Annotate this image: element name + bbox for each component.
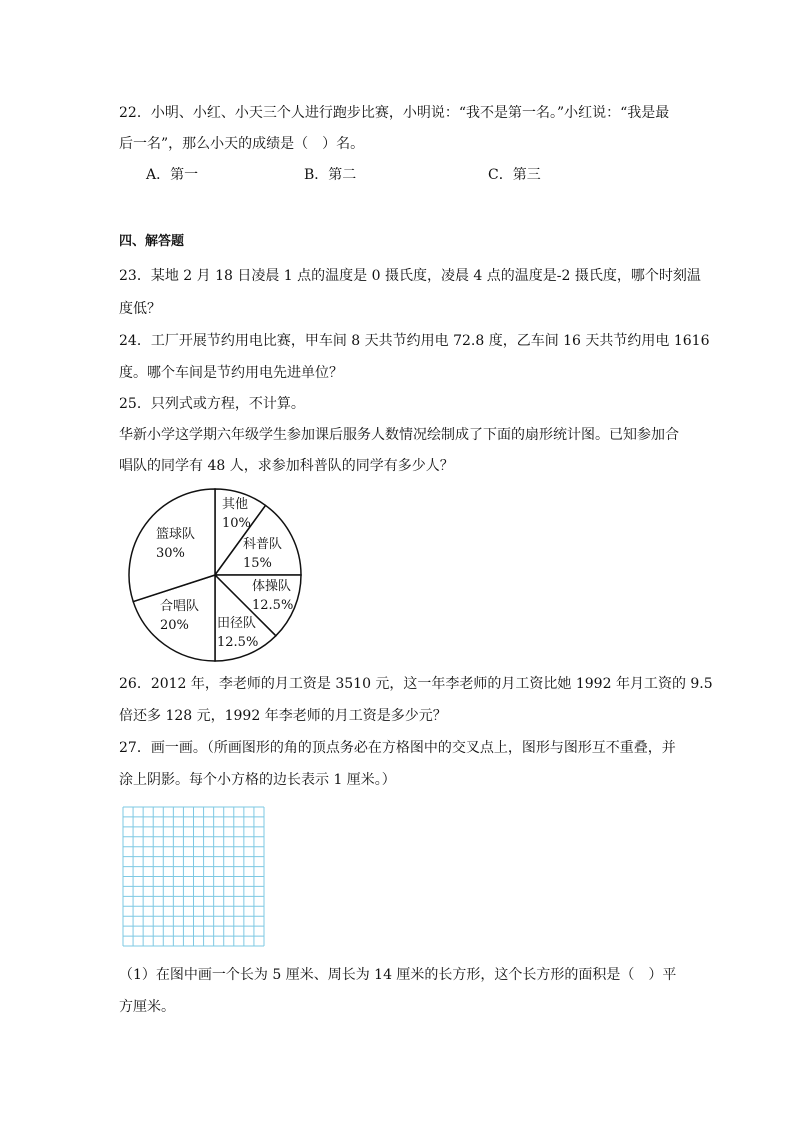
q24-line2: 度。哪个车间是节约用电先进单位？ xyxy=(119,365,343,381)
pie-label-basketball: 篮球队 xyxy=(156,527,196,542)
pie-label-science: 科普队 xyxy=(243,537,283,552)
pie-label-choir: 合唱队 xyxy=(160,599,200,614)
q27-sub1-line2: 方厘米。 xyxy=(119,999,175,1015)
q24-line1: 24．工厂开展节约用电比赛，甲车间 8 天共节约用电 72.8 度，乙车间 16 天共节约用电 1616 xyxy=(119,333,710,349)
q26-line1: 26．2012 年，李老师的月工资是 3510 元，这一年李老师的月工资比她 1992 年月工资的 9.5 xyxy=(119,676,713,692)
pie-percent-choir: 20% xyxy=(160,618,189,633)
pie-chart xyxy=(118,480,318,670)
q26-line2: 倍还多 128 元，1992 年李老师的月工资是多少元？ xyxy=(119,708,447,724)
q25-line1: 25．只列式或方程，不计算。 xyxy=(119,396,305,412)
q25-line3: 唱队的同学有 48 人，求参加科普队的同学有多少人？ xyxy=(119,458,454,474)
pie-label-gymnastics: 体操队 xyxy=(252,579,292,594)
pie-label-track: 田径队 xyxy=(217,616,257,631)
pie-label-other: 其他 xyxy=(222,497,249,512)
square-grid[interactable] xyxy=(122,806,265,947)
pie-percent-other: 10% xyxy=(222,516,251,531)
q22-line2: 后一名”，那么小天的成绩是（ ）名。 xyxy=(119,136,365,152)
q27-line2: 涂上阴影。每个小方格的边长表示 1 厘米。） xyxy=(119,772,396,788)
q22-option-b: B．第二 xyxy=(304,167,357,183)
pie-percent-gymnastics: 12.5% xyxy=(252,598,294,613)
q27-sub1-line1: （1）在图中画一个长为 5 厘米、周长为 14 厘米的长方形，这个长方形的面积是（ ）平 xyxy=(119,967,677,983)
q27-line1: 27．画一画。（所画图形的角的顶点务必在方格图中的交叉点上，图形与图形互不重叠，并 xyxy=(119,740,676,756)
q23-line1: 23．某地 2 月 18 日凌晨 1 点的温度是 0 摄氏度，凌晨 4 点的温度是-2 摄氏度，哪个时刻温 xyxy=(119,268,701,284)
section-heading: 四、解答题 xyxy=(119,234,185,249)
q23-line2: 度低？ xyxy=(119,301,161,317)
pie-percent-science: 15% xyxy=(243,556,272,571)
q22-line1: 22．小明、小红、小天三个人进行跑步比赛，小明说：“我不是第一名。”小红说：“我是最 xyxy=(119,105,670,121)
pie-percent-track: 12.5% xyxy=(217,635,259,650)
q25-line2: 华新小学这学期六年级学生参加课后服务人数情况绘制成了下面的扇形统计图。已知参加合 xyxy=(119,427,679,443)
q22-option-c: C．第三 xyxy=(488,167,541,183)
pie-percent-basketball: 30% xyxy=(156,546,185,561)
q22-option-a: A．第一 xyxy=(146,167,199,183)
